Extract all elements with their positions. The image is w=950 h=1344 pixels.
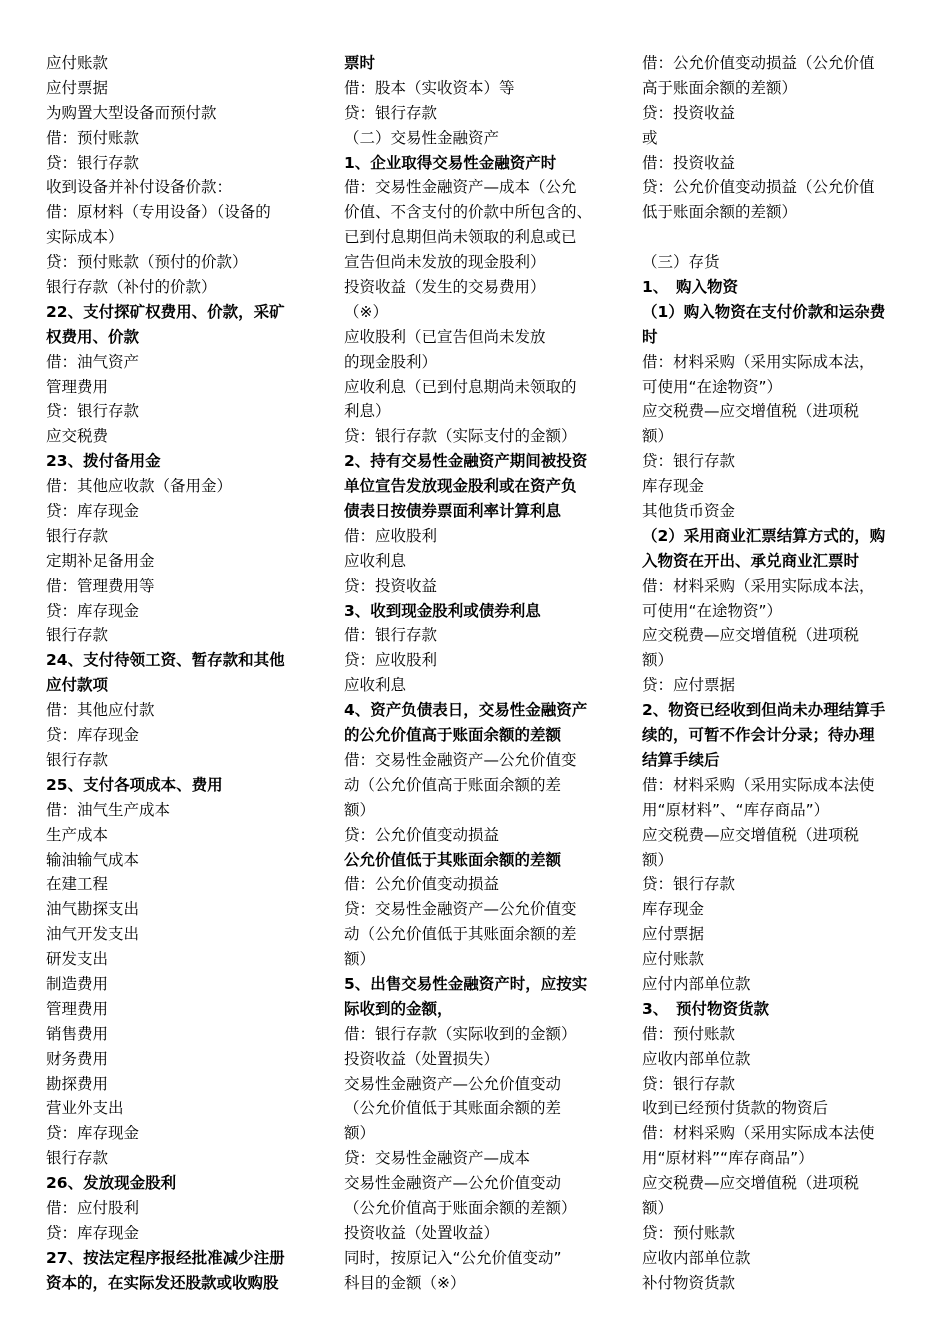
text-line: 研发支出	[46, 950, 109, 969]
text-line: 借：银行存款（实际收到的金额）	[344, 1024, 577, 1043]
text-line: 已到付息期但尚未领取的利息或已	[344, 228, 577, 247]
text-line: 额）	[642, 427, 674, 446]
text-line: 贷：银行存款	[46, 402, 140, 421]
text-line: 用“原材料”“库存商品”）	[642, 1149, 814, 1168]
text-line: （三）存货	[642, 253, 720, 272]
text-line: 应付账款	[46, 54, 109, 72]
text-line: 贷：公允价值变动损益	[344, 825, 500, 844]
text-line: （1）购入物资在支付价款和运杂费	[642, 302, 886, 321]
text-line: 应收利息（已到付息期尚未领取的	[344, 377, 577, 396]
text-line: 贷：银行存款	[642, 1074, 736, 1093]
text-line: 贷：应收股利	[344, 651, 438, 670]
text-line: 应付票据	[642, 925, 705, 944]
text-line: 贷：交易性金融资产—成本	[344, 1149, 531, 1168]
text-line: 24、支付待领工资、暂存款和其他	[46, 651, 285, 670]
text-line: 贷：投资收益	[642, 103, 736, 122]
text-line: 贷：应付票据	[642, 676, 736, 695]
text-line: 高于账面余额的差额）	[642, 78, 798, 97]
text-line: 贷：银行存款	[344, 103, 438, 122]
text-line: （2）采用商业汇票结算方式的，购	[642, 526, 886, 545]
text-line: 贷：库存现金	[46, 502, 140, 521]
text-line	[642, 225, 912, 250]
text-line: 25、支付各项成本、费用	[46, 775, 223, 794]
text-line: 借：管理费用等	[46, 576, 155, 595]
text-line: 1、 购入物资	[642, 278, 739, 297]
text-line: 借：油气资产	[46, 352, 140, 371]
text-line: 油气开发支出	[46, 925, 140, 944]
text-line: 借：原材料（专用设备）（设备的	[46, 203, 271, 222]
text-line: 应交税费—应交增值税（进项税	[642, 402, 860, 421]
text-line: 管理费用	[46, 377, 109, 396]
text-line: 应付内部单位款	[642, 974, 751, 993]
text-line: 交易性金融资产—公允价值变动	[344, 1074, 562, 1093]
text-line: 生产成本	[46, 825, 109, 844]
text-line: 应收内部单位款	[642, 1248, 751, 1267]
text-line: 应收股利（已宣告但尚未发放	[344, 327, 546, 346]
text-line: 借：应付股利	[46, 1198, 140, 1217]
text-line: 贷：库存现金	[46, 1223, 140, 1242]
text-line: 借：材料采购（采用实际成本法使	[642, 775, 875, 794]
text-line: 3、收到现金股利或债券利息	[344, 601, 541, 620]
text-line: 额）	[642, 1198, 674, 1217]
column-1	[46, 51, 316, 1296]
text-line: 权费用、价款	[46, 327, 140, 346]
text-line: 银行存款	[46, 1149, 109, 1168]
text-line: 结算手续后	[642, 750, 720, 769]
text-line: 营业外支出	[46, 1099, 124, 1118]
text-line: 26、发放现金股利	[46, 1174, 177, 1193]
text-line: 制造费用	[46, 974, 109, 993]
text-line: 银行存款（补付的价款）	[46, 278, 217, 297]
text-line: 银行存款	[46, 750, 109, 769]
text-line: （公允价值高于账面余额的差额）	[344, 1198, 577, 1217]
text-line: 额）	[344, 950, 376, 969]
text-line: 动（公允价值高于账面余额的差	[344, 775, 562, 794]
text-line: 借：公允价值变动损益（公允价值	[642, 54, 875, 72]
text-line: 时	[642, 327, 658, 346]
text-line: 额）	[642, 850, 674, 869]
text-line: 应付票据	[46, 78, 109, 97]
text-line: 27、按法定程序报经批准减少注册	[46, 1248, 285, 1267]
text-line: 2、物资已经收到但尚未办理结算手	[642, 701, 886, 720]
text-line: 债表日按债券票面利率计算利息	[344, 502, 562, 521]
text-line: 应收内部单位款	[642, 1049, 751, 1068]
text-line: 贷：预付账款（预付的价款）	[46, 253, 248, 272]
text-line: 资本的，在实际发还股款或收购股	[46, 1273, 279, 1292]
text-line: 借：其他应付款	[46, 701, 155, 720]
text-line: 借：投资收益	[642, 153, 736, 172]
text-line: 油气勘探支出	[46, 900, 140, 919]
text-line: 宣告但尚未发放的现金股利）	[344, 253, 546, 272]
text-line: 贷：银行存款（实际支付的金额）	[344, 427, 577, 446]
text-line: 借：应收股利	[344, 526, 438, 545]
text-line: 为购置大型设备而预付款	[46, 103, 217, 122]
text-line: 销售费用	[46, 1024, 109, 1043]
text-line: 公允价值低于其账面余额的差额	[344, 850, 562, 869]
text-line: 的公允价值高于账面余额的差额	[344, 726, 562, 745]
text-line: 低于账面余额的差额）	[642, 203, 798, 222]
text-line: 单位宣告发放现金股利或在资产负	[344, 477, 577, 496]
text-line: 入物资在开出、承兑商业汇票时	[642, 551, 860, 570]
text-line: 额）	[344, 1124, 376, 1143]
text-line: 可使用“在途物资”）	[642, 601, 783, 620]
text-line: 收到设备并补付设备价款：	[46, 178, 233, 197]
text-line: 的现金股利）	[344, 352, 438, 371]
text-line: （二）交易性金融资产	[344, 128, 500, 147]
text-line: 额）	[642, 651, 674, 670]
text-line: 价值、不含支付的价款中所包含的、	[344, 203, 593, 222]
text-line: 借：油气生产成本	[46, 800, 171, 819]
text-line: 应交税费—应交增值税（进项税	[642, 1174, 860, 1193]
text-line: 实际成本）	[46, 228, 124, 247]
text-line: 续的，可暂不作会计分录；待办理	[642, 726, 875, 745]
text-line: 借：银行存款	[344, 626, 438, 645]
text-line: 交易性金融资产—公允价值变动	[344, 1174, 562, 1193]
text-line: 借：预付账款	[642, 1024, 736, 1043]
text-line: 际收到的金额，	[344, 999, 453, 1018]
text-line: 5、出售交易性金融资产时，应按实	[344, 974, 588, 993]
text-line: 3、 预付物资货款	[642, 999, 770, 1018]
text-line: 借：交易性金融资产—成本（公允	[344, 178, 577, 197]
text-line: 利息）	[344, 402, 391, 421]
text-line: 科目的金额（※）	[344, 1273, 466, 1292]
text-line: 补付物资货款	[642, 1273, 736, 1292]
text-line: 应交税费—应交增值税（进项税	[642, 825, 860, 844]
text-line: 其他货币资金	[642, 502, 736, 521]
text-line: 贷：公允价值变动损益（公允价值	[642, 178, 875, 197]
text-line: 应收利息	[344, 676, 407, 695]
text-line: 贷：库存现金	[46, 1124, 140, 1143]
text-line: 23、拨付备用金	[46, 452, 161, 471]
text-line: 用“原材料”、“库存商品”）	[642, 800, 830, 819]
text-line: （※）	[344, 302, 388, 321]
text-line: 贷：银行存款	[642, 452, 736, 471]
text-line: 银行存款	[46, 526, 109, 545]
text-line: 贷：投资收益	[344, 576, 438, 595]
column-2	[344, 51, 616, 1296]
text-line: 投资收益（处置收益）	[344, 1223, 500, 1242]
text-line: 投资收益（发生的交易费用）	[344, 278, 546, 297]
text-line: 库存现金	[642, 477, 705, 496]
text-line: 贷：银行存款	[642, 875, 736, 894]
text-line: 借：公允价值变动损益	[344, 875, 500, 894]
text-line: 定期补足备用金	[46, 551, 155, 570]
text-line: 应收利息	[344, 551, 407, 570]
text-line: 贷：银行存款	[46, 153, 140, 172]
text-line: 票时	[344, 54, 376, 72]
text-line: 借：交易性金融资产—公允价值变	[344, 750, 577, 769]
text-line: 额）	[344, 800, 376, 819]
text-line: 应交税费	[46, 427, 109, 446]
text-line: 同时，按原记入“公允价值变动”	[344, 1248, 562, 1267]
text-line: 4、资产负债表日，交易性金融资产	[344, 701, 588, 720]
text-line: 库存现金	[642, 900, 705, 919]
text-line: 贷：库存现金	[46, 601, 140, 620]
text-line: 贷：库存现金	[46, 726, 140, 745]
text-line: 勘探费用	[46, 1074, 109, 1093]
text-line: 贷：交易性金融资产—公允价值变	[344, 900, 577, 919]
text-line: 收到已经预付货款的物资后	[642, 1099, 829, 1118]
text-line: 银行存款	[46, 626, 109, 645]
text-line: 1、企业取得交易性金融资产时	[344, 153, 557, 172]
text-line: 借：其他应收款（备用金）	[46, 477, 233, 496]
text-line: 动（公允价值低于其账面余额的差	[344, 925, 577, 944]
text-line: 应付款项	[46, 676, 109, 695]
text-line: （公允价值低于其账面余额的差	[344, 1099, 562, 1118]
text-line: 在建工程	[46, 875, 109, 894]
column-3	[642, 51, 912, 1296]
text-line: 财务费用	[46, 1049, 109, 1068]
text-line: 2、持有交易性金融资产期间被投资	[344, 452, 588, 471]
text-line: 可使用“在途物资”）	[642, 377, 783, 396]
text-line: 投资收益（处置损失）	[344, 1049, 500, 1068]
text-line: 贷：预付账款	[642, 1223, 736, 1242]
text-line: 借：股本（实收资本）等	[344, 78, 515, 97]
text-line: 输油输气成本	[46, 850, 140, 869]
text-line: 借：材料采购（采用实际成本法，	[642, 576, 875, 595]
text-line: 应付账款	[642, 950, 705, 969]
text-line: 管理费用	[46, 999, 109, 1018]
text-line: 借：预付账款	[46, 128, 140, 147]
text-line: 借：材料采购（采用实际成本法，	[642, 352, 875, 371]
text-line: 22、支付探矿权费用、价款，采矿	[46, 302, 285, 321]
text-line: 或	[642, 128, 658, 147]
text-line: 借：材料采购（采用实际成本法使	[642, 1124, 875, 1143]
text-line: 应交税费—应交增值税（进项税	[642, 626, 860, 645]
